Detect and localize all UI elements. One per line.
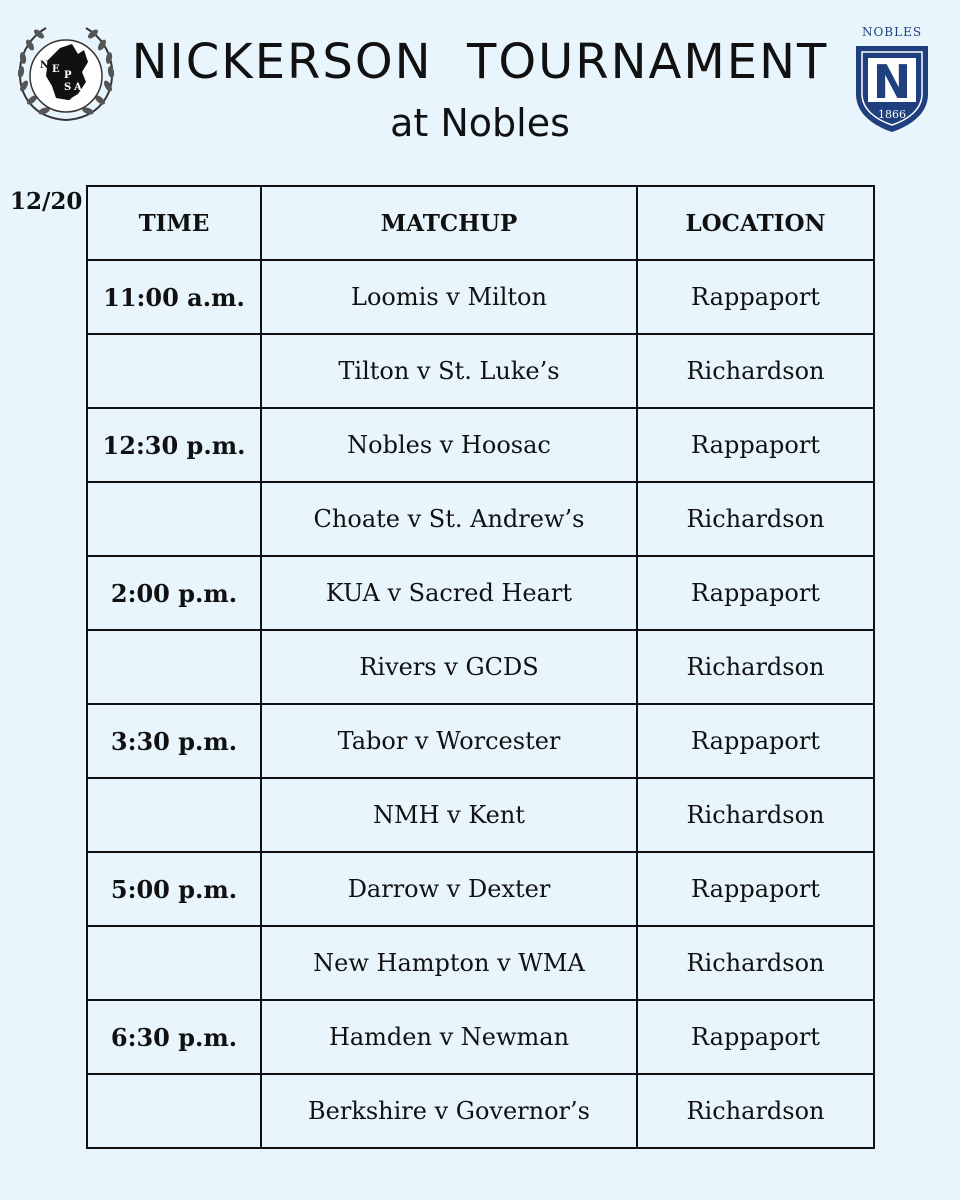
matchup-cell: NMH v Kent bbox=[261, 778, 637, 852]
location-cell: Richardson bbox=[637, 778, 874, 852]
table-row bbox=[87, 556, 874, 630]
time-cell: 3:30 p.m. bbox=[87, 704, 261, 778]
location-cell: Rappaport bbox=[637, 852, 874, 926]
location-cell: Rappaport bbox=[637, 556, 874, 630]
matchup-cell: Tilton v St. Luke’s bbox=[261, 334, 637, 408]
matchup-cell: Rivers v GCDS bbox=[261, 630, 637, 704]
table-row bbox=[87, 482, 874, 556]
logo-letter-n: N bbox=[40, 60, 50, 71]
table-row bbox=[87, 334, 874, 408]
table-row bbox=[87, 1000, 874, 1074]
location-cell: Richardson bbox=[637, 482, 874, 556]
page-title: NICKERSON TOURNAMENT bbox=[131, 34, 829, 90]
location-cell: Rappaport bbox=[637, 1000, 874, 1074]
logo-letter-c: C bbox=[64, 92, 72, 103]
matchup-cell: Nobles v Hoosac bbox=[261, 408, 637, 482]
location-column-header: LOCATION bbox=[637, 186, 874, 260]
matchup-cell: Hamden v Newman bbox=[261, 1000, 637, 1074]
matchup-cell: KUA v Sacred Heart bbox=[261, 556, 637, 630]
time-cell bbox=[87, 482, 261, 556]
time-cell: 12:30 p.m. bbox=[87, 408, 261, 482]
nobles-logo-letter: N bbox=[872, 55, 912, 109]
table-row bbox=[87, 260, 874, 334]
nobles-logo bbox=[852, 22, 932, 134]
time-cell bbox=[87, 926, 261, 1000]
table-row bbox=[87, 408, 874, 482]
location-cell: Richardson bbox=[637, 334, 874, 408]
table-row bbox=[87, 630, 874, 704]
matchup-cell: New Hampton v WMA bbox=[261, 926, 637, 1000]
table-header-row bbox=[87, 186, 874, 260]
time-cell: 5:00 p.m. bbox=[87, 852, 261, 926]
location-cell: Richardson bbox=[637, 630, 874, 704]
time-cell: 2:00 p.m. bbox=[87, 556, 261, 630]
location-cell: Richardson bbox=[637, 1074, 874, 1148]
schedule-table bbox=[86, 185, 875, 1149]
time-cell bbox=[87, 1074, 261, 1148]
schedule-date: 12/20 bbox=[10, 188, 83, 215]
time-column-header: TIME bbox=[87, 186, 261, 260]
matchup-column-header: MATCHUP bbox=[261, 186, 637, 260]
matchup-cell: Darrow v Dexter bbox=[261, 852, 637, 926]
nobles-logo-year: 1866 bbox=[878, 108, 906, 121]
location-cell: Rappaport bbox=[637, 704, 874, 778]
table-row bbox=[87, 852, 874, 926]
location-cell: Rappaport bbox=[637, 408, 874, 482]
matchup-cell: Loomis v Milton bbox=[261, 260, 637, 334]
location-cell: Richardson bbox=[637, 926, 874, 1000]
matchup-cell: Berkshire v Governor’s bbox=[261, 1074, 637, 1148]
matchup-cell: Tabor v Worcester bbox=[261, 704, 637, 778]
table-row bbox=[87, 1074, 874, 1148]
logo-letter-s: S bbox=[64, 82, 72, 93]
nobles-logo-name: NOBLES bbox=[861, 25, 923, 39]
page-subtitle: at Nobles bbox=[390, 101, 570, 145]
table-row bbox=[87, 778, 874, 852]
logo-letter-e: E bbox=[52, 64, 60, 75]
table-row bbox=[87, 704, 874, 778]
time-cell bbox=[87, 334, 261, 408]
location-cell: Rappaport bbox=[637, 260, 874, 334]
time-cell: 6:30 p.m. bbox=[87, 1000, 261, 1074]
time-cell bbox=[87, 778, 261, 852]
logo-letter-a: A bbox=[74, 82, 82, 93]
table-row bbox=[87, 926, 874, 1000]
time-cell: 11:00 a.m. bbox=[87, 260, 261, 334]
time-cell bbox=[87, 630, 261, 704]
logo-letter-p: P bbox=[64, 70, 72, 81]
matchup-cell: Choate v St. Andrew’s bbox=[261, 482, 637, 556]
